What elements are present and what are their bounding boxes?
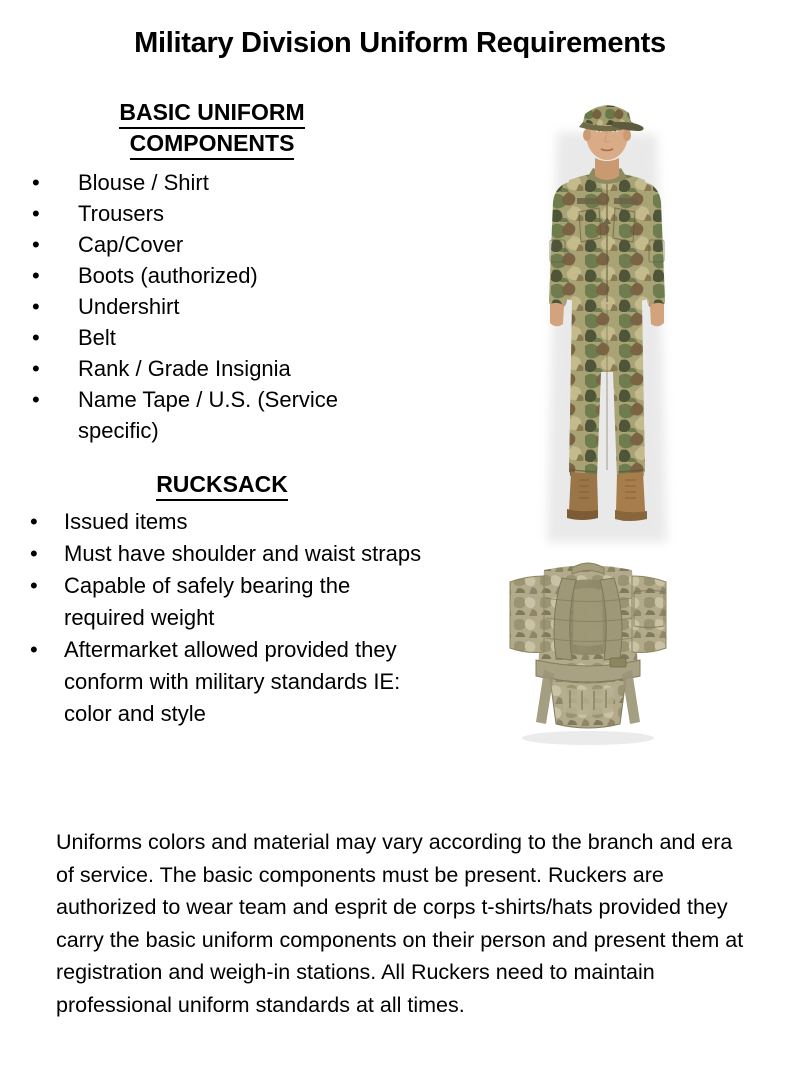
basic-uniform-heading [12,98,412,160]
rucksack-list [0,506,470,730]
list-item [0,198,470,229]
list-item-label: Trousers [78,201,164,226]
name-tape [577,198,601,204]
list-item-label: Cap/Cover [78,232,184,257]
soldier-illustration [517,72,697,552]
page-title: Military Division Uniform Requirements [134,27,666,59]
bullet-icon: • [32,201,40,226]
patrol-cap [579,105,644,131]
list-item [0,167,470,198]
bullet-icon: • [32,232,40,257]
list-item [0,384,470,446]
waist-buckle [610,658,626,667]
rucksack-photo [488,552,688,748]
list-item-label: Name Tape / U.S. (Service specific) [78,387,339,443]
list-item-label: Rank / Grade Insignia [78,356,291,381]
content-column [0,98,470,730]
basic-uniform-heading-line-1: BASIC UNIFORM [119,98,304,129]
basic-uniform-heading-line-2: COMPONENTS [130,129,295,160]
list-item [0,229,470,260]
rucksack-illustration [488,552,688,748]
bullet-icon: • [32,263,40,288]
bullet-icon: • [30,509,38,534]
footer-paragraph: Uniforms colors and material may vary according to the branch and era of service. The basic components must be present. Ruckers are authorized to wear team and esprit de corps t-shirts/hats provided they carry the basic uniform components on their person and present them at registration and weigh-in stations. All Ruckers need to maintain professional uniform standards at all times. [56,830,744,1017]
bullet-icon: • [32,170,40,195]
rucksack-shadow [522,731,654,745]
bullet-icon: • [32,294,40,319]
left-hand [550,303,564,326]
neck [595,158,619,180]
list-item-label: Must have shoulder and waist straps [64,541,422,566]
us-army-tape [614,198,638,204]
rucksack-heading-line-1: RUCKSACK [156,470,288,501]
soldier-photo [517,72,697,552]
bullet-icon: • [30,573,38,598]
list-item [0,353,470,384]
list-item [0,634,470,730]
list-item-label: Aftermarket allowed provided they conform with military standards IE: color and style [64,637,401,726]
list-item [0,570,470,634]
bullet-icon: • [32,356,40,381]
right-hand [650,303,664,326]
list-item-label: Capable of safely bearing the required weight [64,573,351,630]
right-side-pouch [632,576,666,653]
bullet-icon: • [30,637,38,662]
left-side-pouch [510,576,544,653]
list-item [0,291,470,322]
list-item-label: Boots (authorized) [78,263,258,288]
bullet-icon: • [32,325,40,350]
basic-uniform-list [0,167,470,446]
list-item [0,260,470,291]
bullet-icon: • [30,541,38,566]
list-item-label: Undershirt [78,294,180,319]
list-item-label: Belt [78,325,116,350]
list-item [0,506,470,538]
list-item [0,322,470,353]
list-item-label: Blouse / Shirt [78,170,209,195]
bullet-icon: • [32,387,40,412]
rucksack-heading [22,470,422,501]
list-item [0,538,470,570]
list-item-label: Issued items [64,509,188,534]
